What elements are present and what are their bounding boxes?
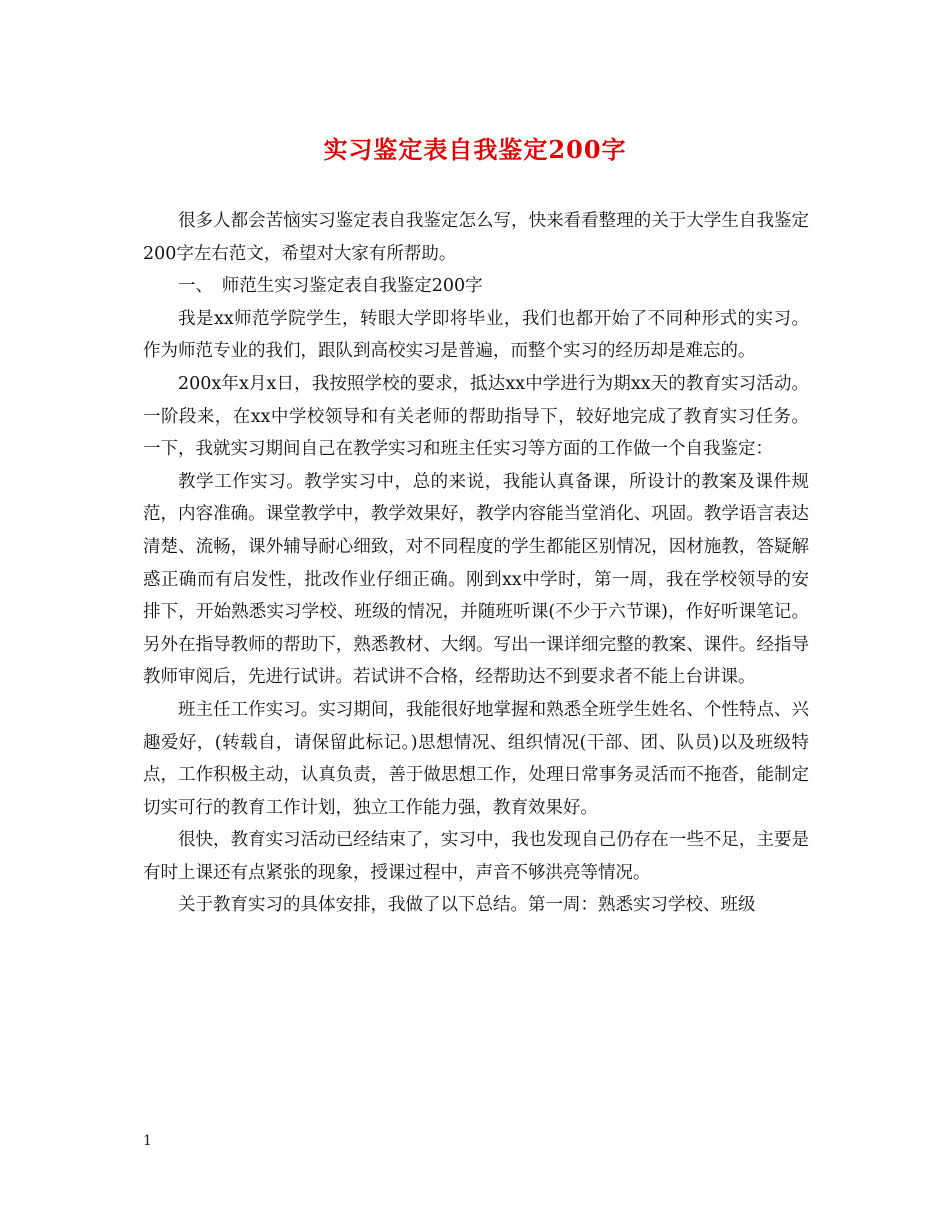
body-paragraph: 关于教育实习的具体安排，我做了以下总结。第一周：熟悉实习学校、班级 [178, 895, 756, 916]
body-paragraph: 很快，教育实习活动已经结束了，实习中，我也发现自己仍存在一些不足，主要是有时上课还有点紧张的现象，授课过程中，声音不够洪亮等情况。 [143, 830, 809, 883]
body-paragraph: 教学工作实习。教学实习中，总的来说，我能认真备课，所设计的教案及课件规范，内容准确。课堂教学中，教学效果好，教学内容能当堂消化、巩固。教学语言表达清楚、流畅，课外辅导耐心细致，对不同程度的学生都能区别情况，因材施教，答疑解惑正确而有启发性，批改作业仔细正确。刚到xx中学时，第一周，我在学校领导的安排下，开始熟悉实习学校、班级的情况，并随班听课(不少于六节课)，作好听课笔记。另外在指导教师的帮助下，熟悉教材、大纲。写出一课详细完整的教案、课件。经指导教师审阅后，先进行试讲。若试讲不合格，经帮助达不到要求者不能上台讲课。 [143, 471, 809, 688]
document-body [143, 205, 809, 922]
body-paragraph: 200x年x月x日，我按照学校的要求，抵达xx中学进行为期xx天的教育实习活动。一阶段来，在xx中学校领导和有关老师的帮助指导下，较好地完成了教育实习任务。一下，我就实习期间自己在教学实习和班主任实习等方面的工作做一个自我鉴定： [143, 373, 809, 460]
page-number: 1 [143, 1133, 152, 1149]
document-title: 实习鉴定表自我鉴定200字 [323, 135, 627, 164]
body-paragraph: 我是xx师范学院学生，转眼大学即将毕业，我们也都开始了不同种形式的实习。作为师范专业的我们，跟队到高校实习是普遍，而整个实习的经历却是难忘的。 [143, 308, 809, 362]
body-paragraph: 班主任工作实习。实习期间，我能很好地掌握和熟悉全班学生姓名、个性特点、兴趣爱好，(转载自，请保留此标记。)思想情况、组织情况(干部、团、队员)以及班级特点，工作积极主动，认真负责，善于做思想工作，处理日常事务灵活而不拖沓，能制定切实可行的教育工作计划，独立工作能力强，教育效果好。 [143, 699, 809, 818]
intro-paragraph: 很多人都会苦恼实习鉴定表自我鉴定怎么写，快来看看整理的关于大学生自我鉴定200字左右范文，希望对大家有所帮助。 [143, 211, 809, 264]
section-heading: 一、 师范生实习鉴定表自我鉴定200字 [178, 276, 483, 297]
